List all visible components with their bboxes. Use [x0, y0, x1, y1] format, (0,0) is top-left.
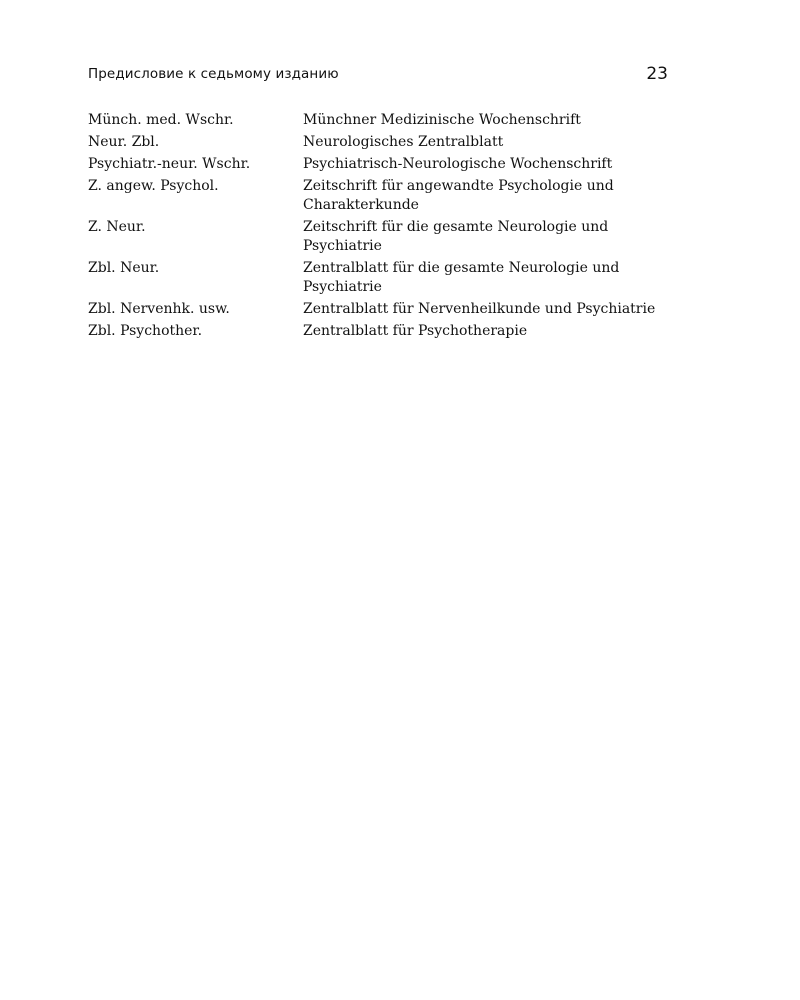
journal-full-title: Zentralblatt für Nervenheilkunde und Psychiatrie [303, 301, 656, 317]
abbreviation-row [88, 259, 678, 300]
abbreviation-row [88, 155, 678, 177]
abbreviation-table [88, 111, 678, 344]
abbreviation: Münch. med. Wschr. [88, 112, 234, 128]
abbreviation: Zbl. Neur. [88, 260, 160, 276]
abbreviation-row [88, 300, 678, 322]
abbreviation-row [88, 177, 678, 218]
page-number: 23 [646, 64, 668, 84]
abbreviation-row [88, 111, 678, 133]
abbreviation: Zbl. Psychother. [88, 323, 203, 339]
journal-full-title: Zentralblatt für Psychotherapie [303, 323, 528, 339]
journal-full-title: Neurologisches Zentralblatt [303, 134, 504, 150]
abbreviation-row [88, 218, 678, 259]
journal-full-title: Münchner Medizinische Wochenschrift [303, 112, 581, 128]
abbreviation: Neur. Zbl. [88, 134, 160, 150]
running-head [88, 64, 668, 86]
journal-full-title: Psychiatrisch-Neurologische Wochenschrift [303, 156, 613, 172]
abbreviation: Z. Neur. [88, 219, 146, 235]
abbreviation: Z. angew. Psychol. [88, 178, 219, 194]
running-title: Предисловие к седьмому изданию [88, 66, 339, 82]
journal-full-title: Zeitschrift für die gesamte Neurologie und Psychiatrie [303, 219, 609, 254]
abbreviation: Zbl. Nervenhk. usw. [88, 301, 230, 317]
abbreviation-row [88, 322, 678, 344]
abbreviation-row [88, 133, 678, 155]
journal-full-title: Zeitschrift für angewandte Psychologie und Charakterkunde [303, 178, 614, 213]
abbreviation: Psychiatr.-neur. Wschr. [88, 156, 251, 172]
journal-full-title: Zentralblatt für die gesamte Neurologie und Psychiatrie [303, 260, 620, 295]
